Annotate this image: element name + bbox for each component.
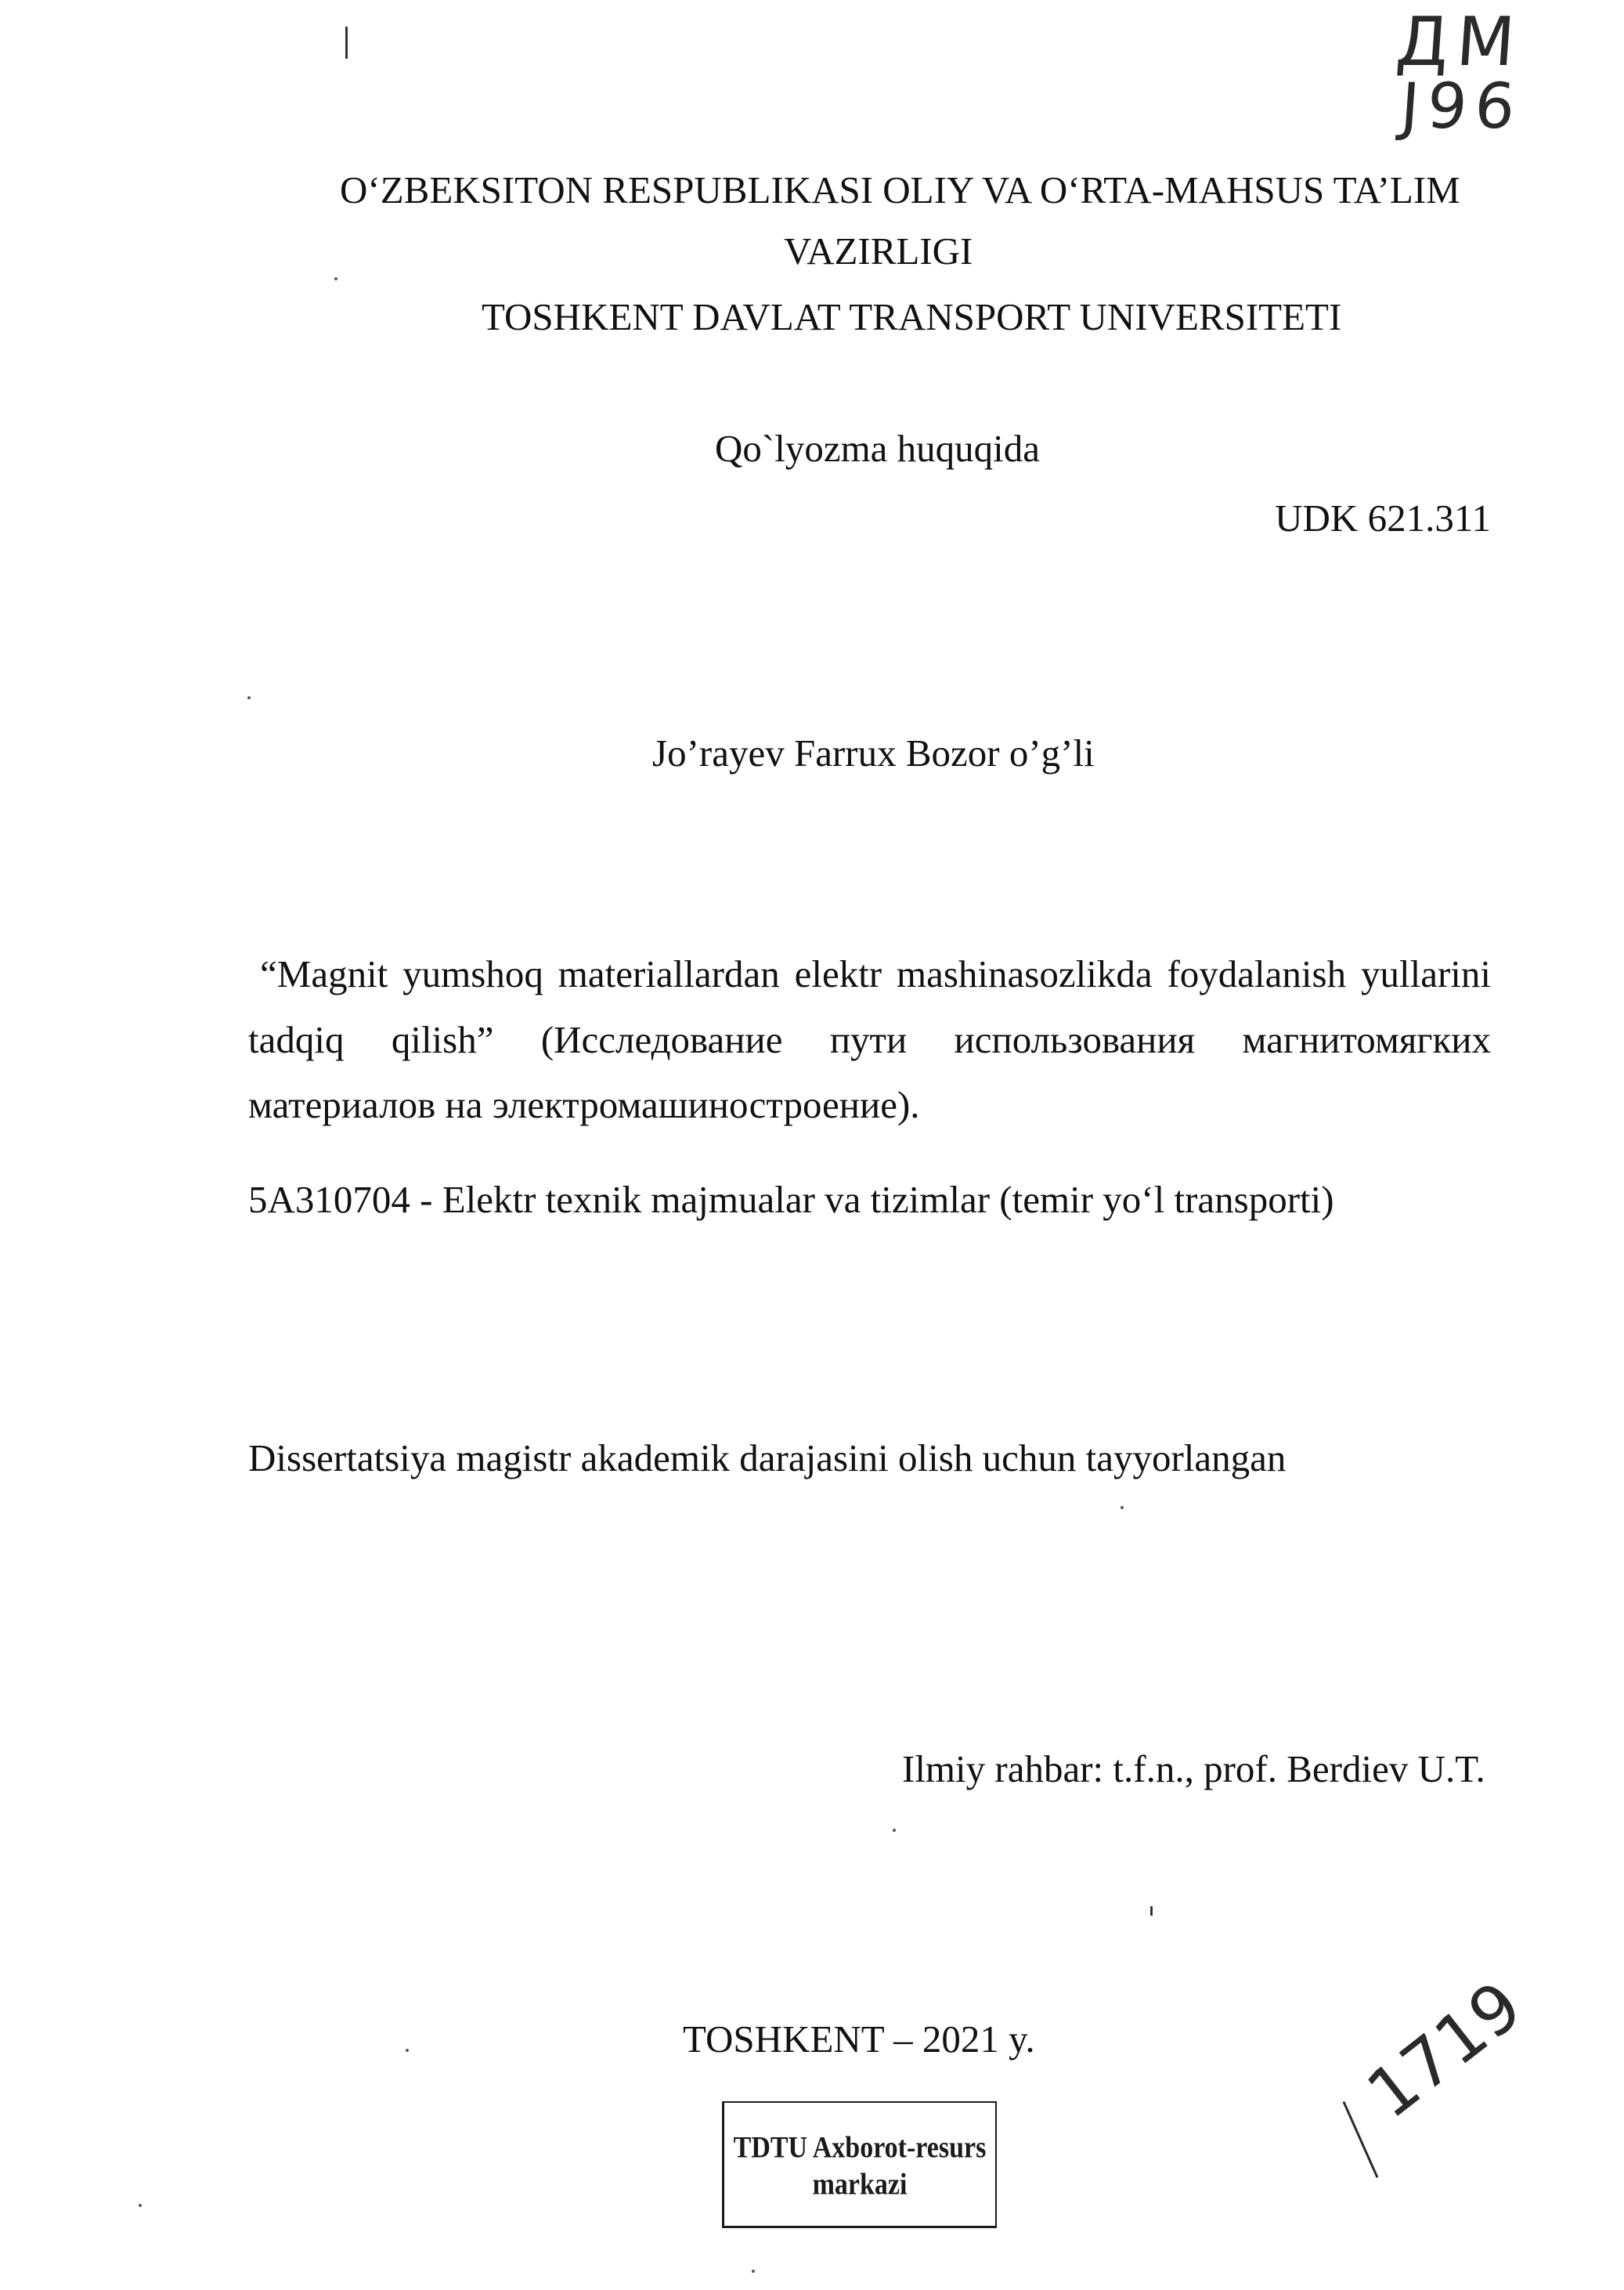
scan-mark — [345, 27, 348, 59]
handwritten-catalog-number: J96 — [1398, 70, 1525, 143]
degree-statement: Dissertatsiya magistr akademik darajasini olish uchun tayyorlangan — [248, 1436, 1287, 1479]
ministry-name-line1: O‘ZBEKSITON RESPUBLIKASI OLIY VA O‘RTA-MAHSUS TA’LIM — [340, 168, 1460, 211]
city-year: TOSHKENT – 2021 y. — [683, 2017, 1035, 2061]
handwritten-catalog-code: ДМ — [1393, 3, 1525, 81]
handwritten-slash-mark — [1343, 2101, 1379, 2178]
scan-dot — [139, 2204, 142, 2207]
scan-dot — [752, 2270, 755, 2273]
thesis-title-line: tadqiq qilish” (Исследование пути использования магнитомягких — [248, 1018, 1491, 1061]
scan-dot — [334, 277, 337, 280]
thesis-title-line: материалов на электромашиностроение). — [248, 1083, 920, 1126]
udk-code: UDK 621.311 — [1275, 497, 1491, 540]
specialty-code: 5A310704 - Elektr texnik majmualar va tizimlar (temir yo‘l transporti) — [248, 1178, 1334, 1221]
scientific-supervisor: Ilmiy rahbar: t.f.n., prof. Berdiev U.T. — [902, 1747, 1485, 1790]
library-stamp — [722, 2101, 997, 2228]
scan-dot — [1121, 1506, 1124, 1509]
thesis-title-line: “Magnit yumshoq materiallardan elektr mashinasozlikda foydalanish yullarini — [260, 952, 1491, 995]
scan-mark — [1150, 1906, 1153, 1916]
manuscript-rights-note: Qo`lyozma huquqida — [715, 427, 1041, 470]
university-name: TOSHKENT DAVLAT TRANSPORT UNIVERSITETI — [482, 295, 1342, 338]
scan-dot — [893, 1829, 896, 1832]
library-stamp-line: TDTU Axborot-resurs — [733, 2131, 987, 2165]
ministry-name-line2: VAZIRLIGI — [784, 229, 973, 273]
handwritten-inventory-number: 1719 — [1352, 1967, 1537, 2134]
library-stamp-line: markazi — [812, 2168, 908, 2202]
author-name: Jo’rayev Farrux Bozor o’g’li — [652, 731, 1095, 775]
scan-dot — [247, 696, 251, 699]
scan-dot — [406, 2049, 409, 2052]
